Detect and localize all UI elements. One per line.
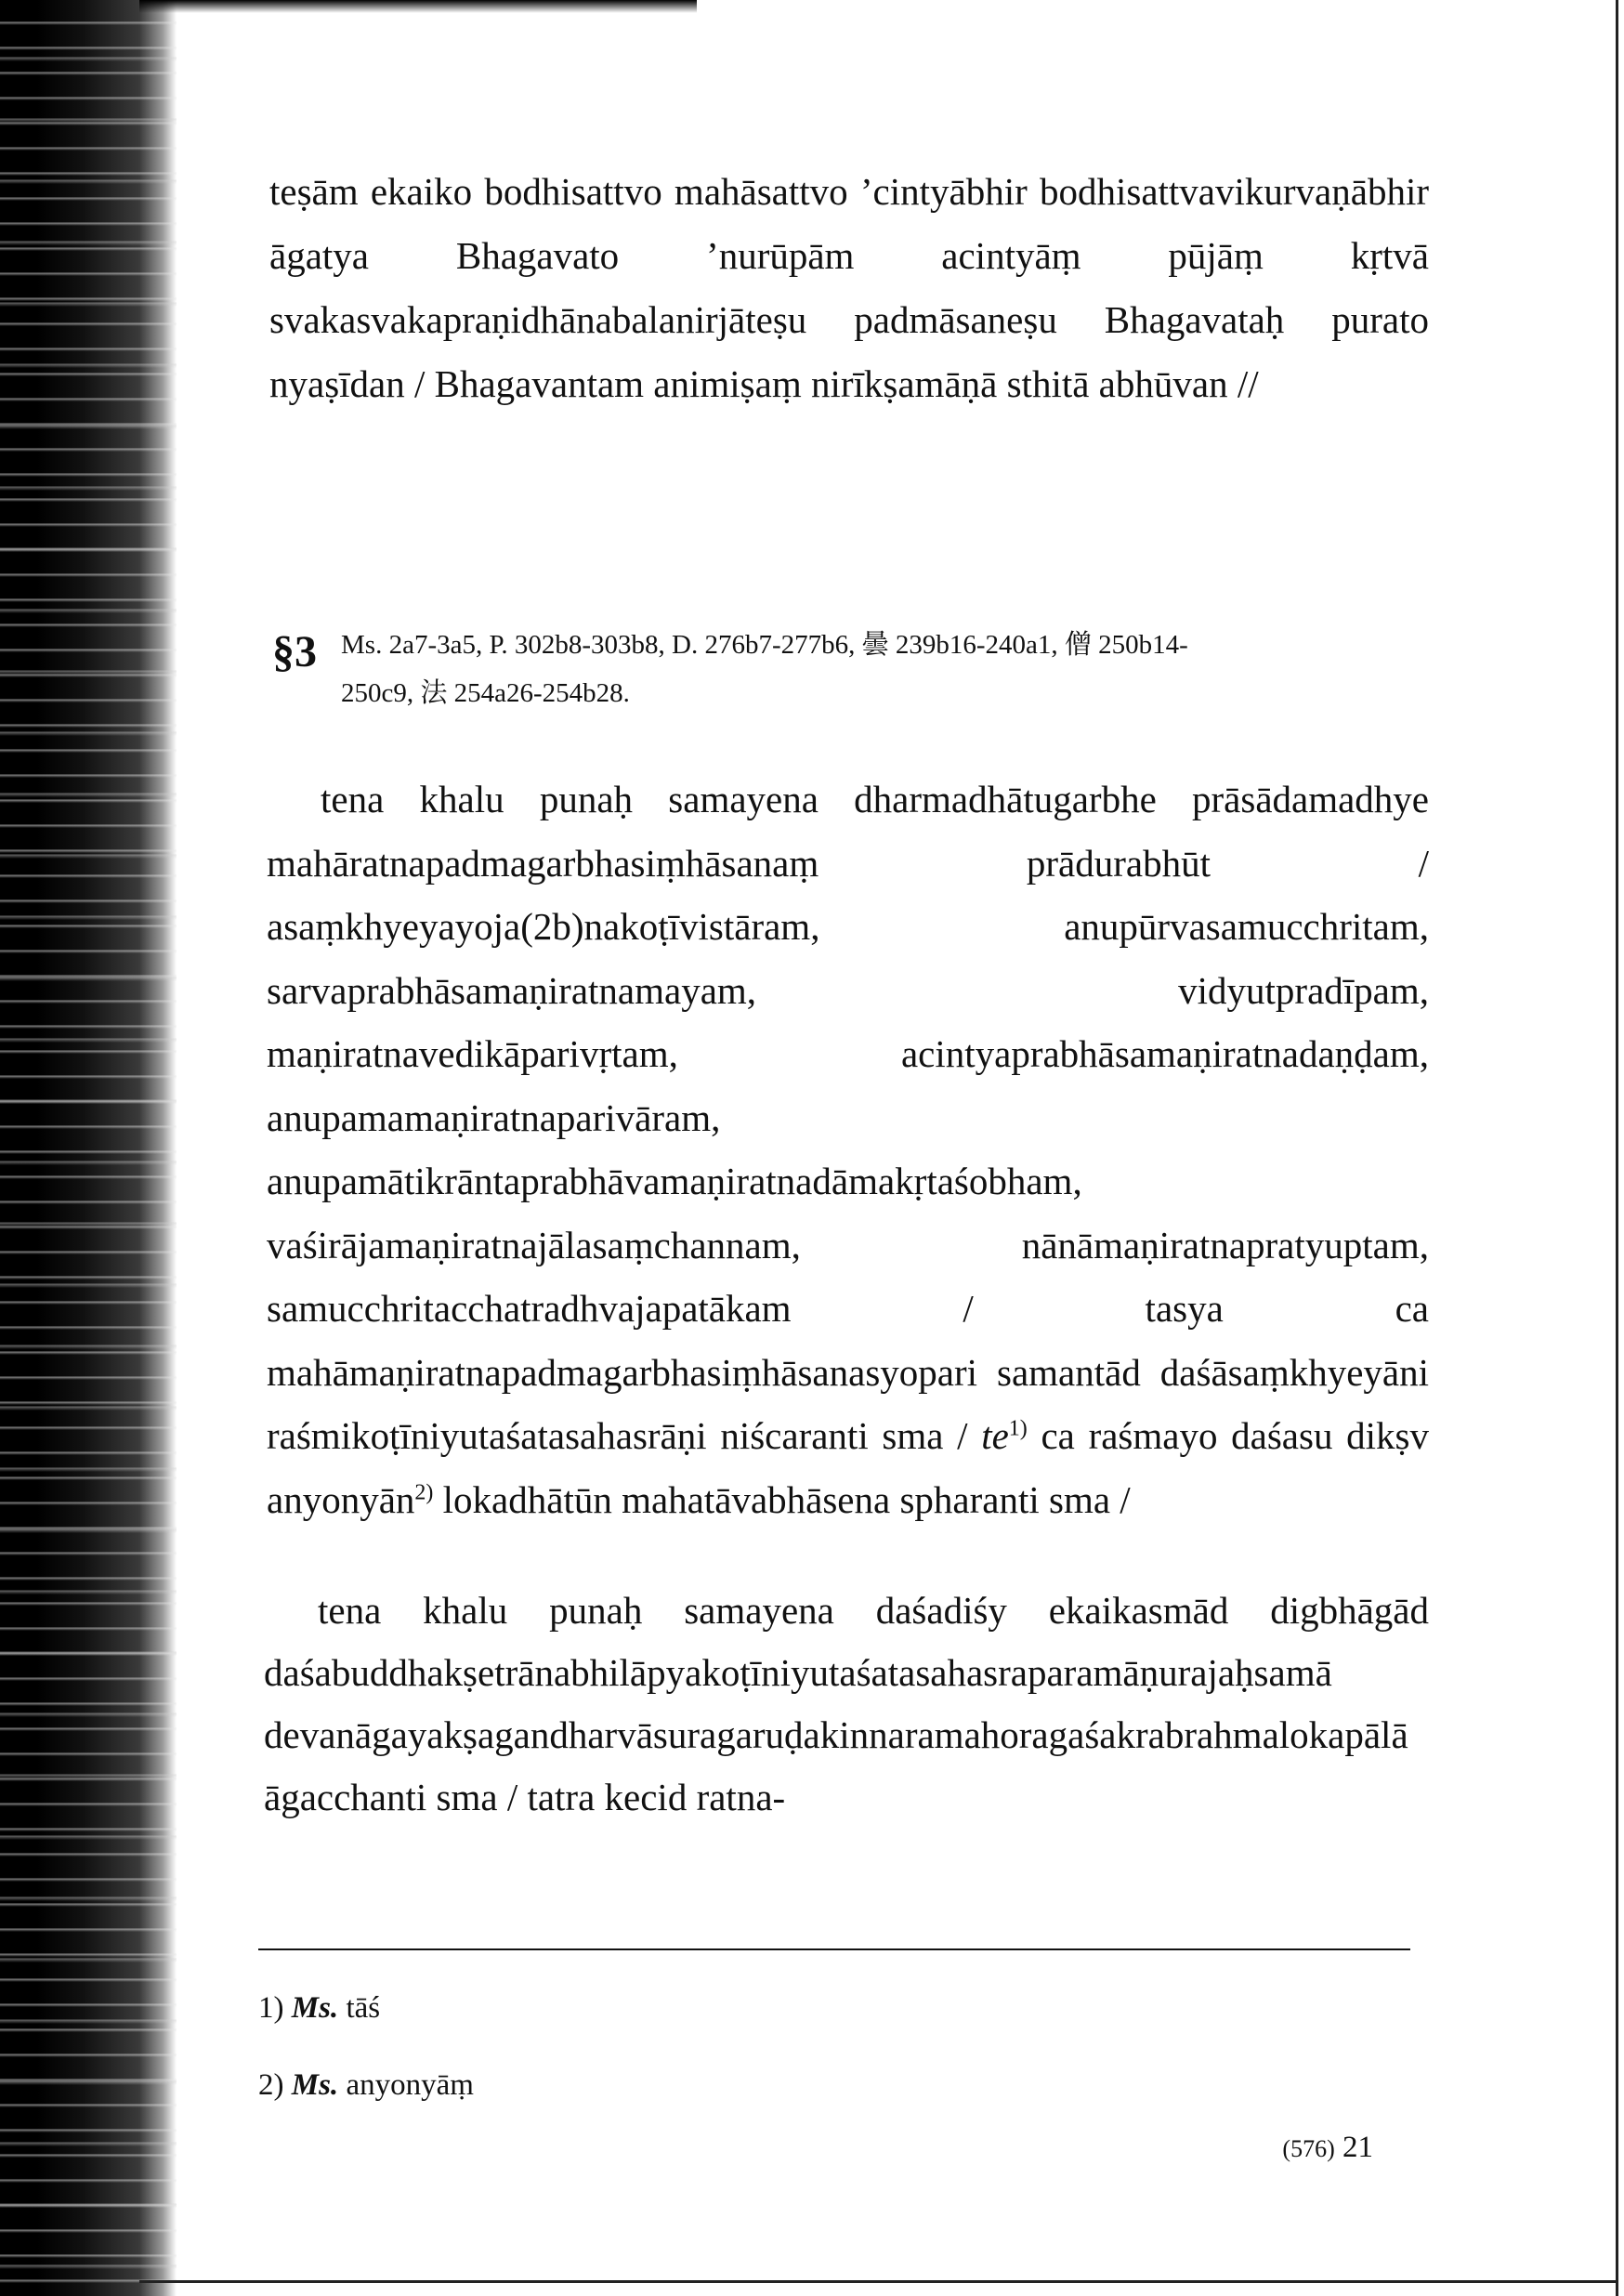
footnote-2	[258, 2066, 474, 2104]
page-number-original: (576)	[1282, 2135, 1335, 2162]
footnote-source: Ms.	[291, 1991, 339, 2025]
footnote-source: Ms.	[291, 2068, 339, 2102]
footnote-text: anyonyāṃ	[346, 2068, 474, 2102]
paragraph-1: teṣām ekaiko bodhisattvo mahāsattvo ’cintyābhir bodhisattvavikurvaṇābhir āgatya Bhagavato ’nurūpām acintyāṃ pūjāṃ kṛtvā svakasvakapraṇidhānabalanirjāteṣu padmāsaneṣu Bhagavataḥ purato nyaṣīdan / Bhagavantam animiṣaṃ nirīkṣamāṇā sthitā abhūvan //	[269, 170, 1429, 405]
footnote-number: 2)	[258, 2068, 284, 2102]
page-bottom-edge	[139, 2280, 1617, 2283]
section-refs-line-1: Ms. 2a7-3a5, P. 302b8-303b8, D. 276b7-277b6, 曇 239b16-240a1, 僧 250b14-	[341, 630, 1188, 660]
footnote-ref-1[interactable]: 1)	[1008, 1416, 1028, 1441]
section-refs-line-2: 250c9, 法 254a26-254b28.	[341, 678, 630, 708]
page-number	[1282, 2129, 1373, 2168]
page-number-current: 21	[1342, 2131, 1373, 2164]
paragraph-2-text-a: tena khalu punaḥ samayena dharmadhātugarbhe prāsādamadhye mahāratnapadmagarbhasiṃhāsanaṃ prādurabhūt / asaṃkhyeyayoja(2b)nakoṭīvistāram, anupūrvasamucchritam, sarvaprabhāsamaṇiratnamayam, vidyutpradīpam, maṇiratnavedikāparivṛtam, acintyaprabhāsamaṇiratnadaṇḍam, anupamamaṇiratnaparivāram, anupamātikrāntaprabhāvamaṇiratnadāmakṛtaśobham, vaśirājamaṇiratnajālasaṃchannam, nānāmaṇiratnapratyuptam, samucchritacchatradhvajapatākam / tasya ca mahāmaṇiratnapadmagarbhasiṃhāsanasyopari samantād daśāsaṃkhyeyāni raśmikoṭīniyutaśatasahasrāṇi niścaranti sma /	[267, 778, 1429, 1457]
footnote-word-te: te	[981, 1414, 1009, 1457]
paragraph-2-text-b: ca raśmayo daśasu dikṣv anyonyān	[267, 1414, 1429, 1521]
paragraph-3: tena khalu punaḥ samayena daśadiśy ekaikasmād digbhāgād daśabuddhakṣetrānabhilāpyakoṭīniyutaśatasahasraparamāṇurajaḥsamā devanāgayakṣagandharvāsuragaruḍakinnaramahoragaśakrabrahmalokapālā āgacchanti sma / tatra kecid ratna-	[264, 1589, 1429, 1818]
scanned-binding-edge	[0, 0, 177, 2296]
section-references	[272, 621, 1429, 717]
footnote-text: tāś	[346, 1991, 381, 2025]
section-number: §3	[272, 627, 317, 676]
footnote-ref-2[interactable]: 2)	[414, 1479, 434, 1504]
paragraph-2-text-c: lokadhātūn mahatāvabhāsena spharanti sma /	[442, 1477, 1131, 1521]
section-header	[272, 621, 1429, 717]
footnote-number: 1)	[258, 1991, 284, 2025]
paragraph-2	[267, 768, 1429, 1531]
footnote-divider	[258, 1948, 1410, 1950]
footnote-1	[258, 1989, 380, 2027]
scan-top-shadow	[139, 0, 697, 13]
page-right-edge	[1616, 0, 1618, 2296]
